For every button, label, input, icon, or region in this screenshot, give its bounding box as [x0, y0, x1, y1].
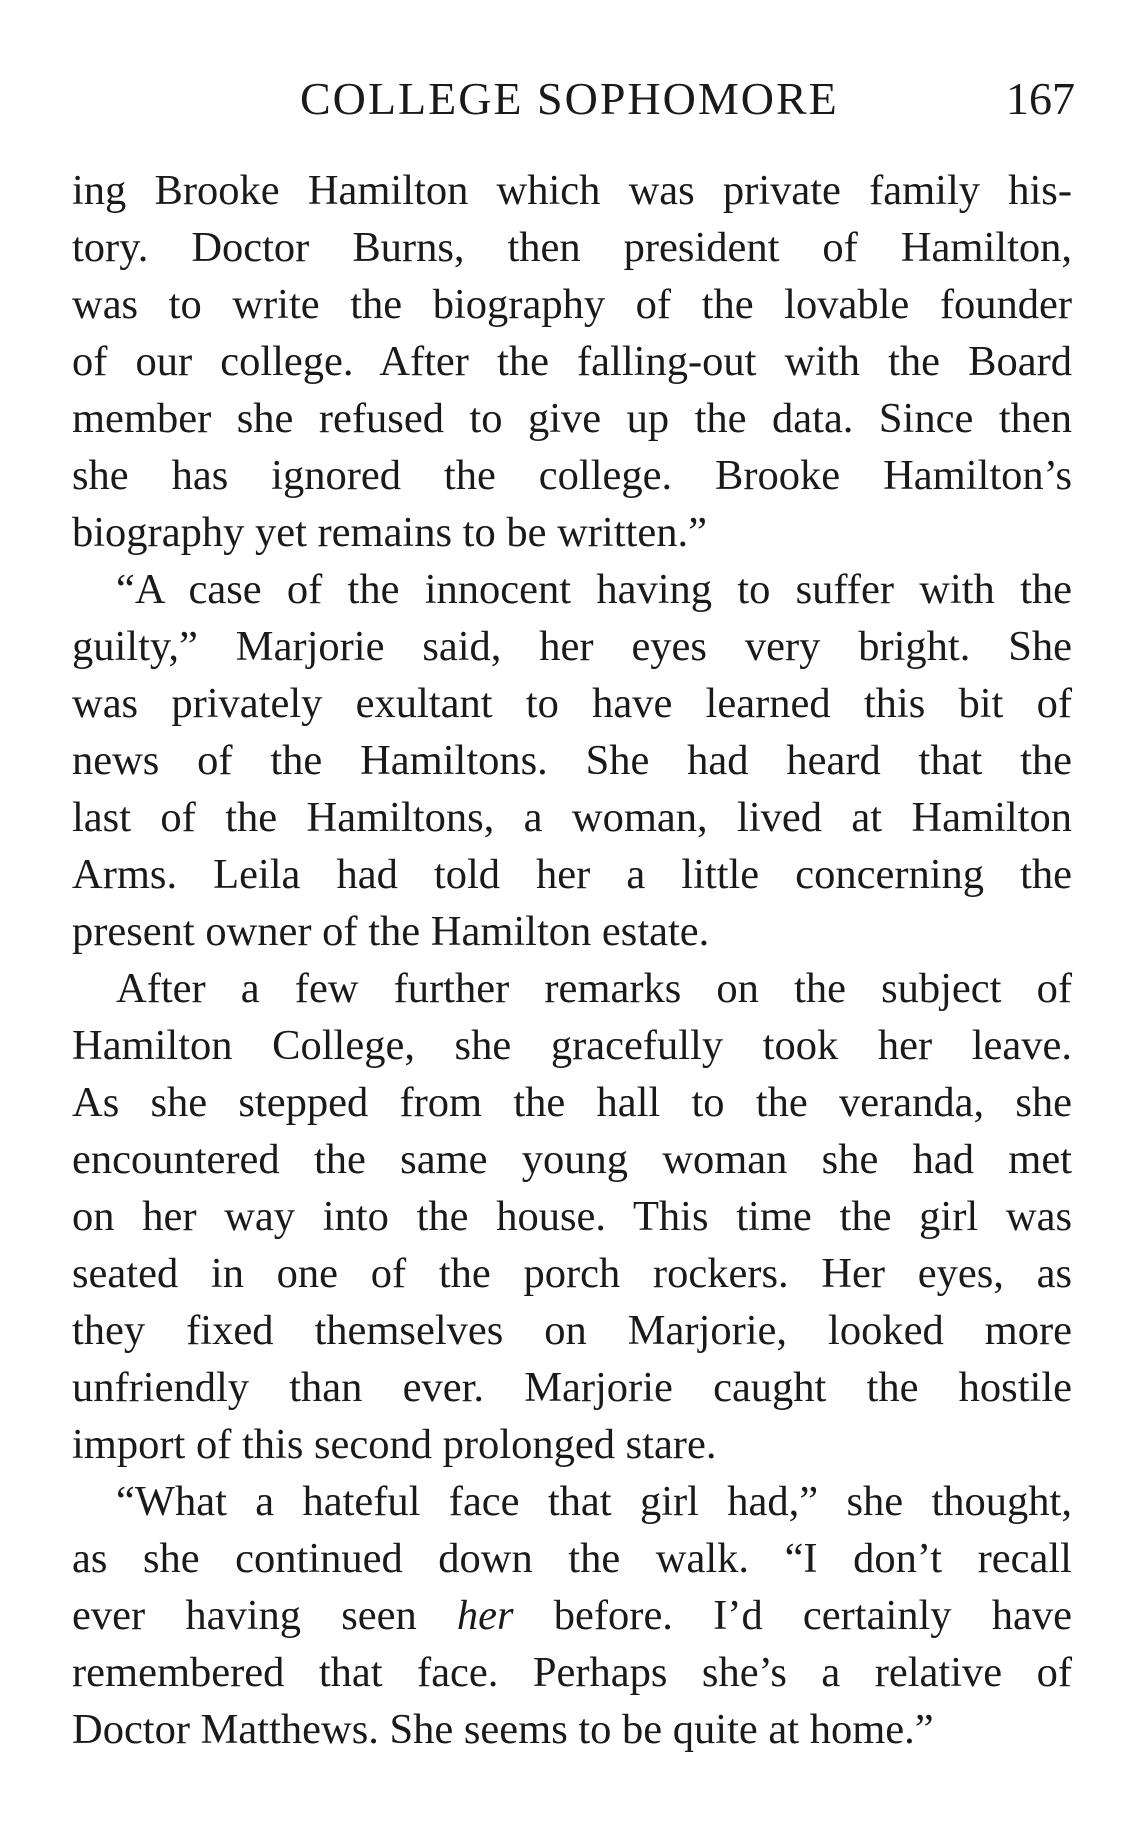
text-line: on her way into the house. This time the girl was — [72, 1193, 1072, 1240]
text-line: they fixed themselves on Marjorie, looked more — [72, 1307, 1072, 1354]
text-line: last of the Hamiltons, a woman, lived at Hamilton — [72, 794, 1072, 841]
text-fragment: ever having seen — [72, 1592, 457, 1639]
text-line: seated in one of the porch rockers. Her eyes, as — [72, 1250, 1072, 1297]
text-line: remembered that face. Perhaps she’s a relative of — [72, 1649, 1072, 1696]
text-line: biography yet remains to be written.” — [72, 509, 707, 556]
text-line: encountered the same young woman she had met — [72, 1136, 1072, 1183]
text-line: As she stepped from the hall to the veranda, she — [72, 1079, 1072, 1126]
text-line: she has ignored the college. Brooke Hamilton’s — [72, 452, 1072, 499]
page-number: 167 — [1006, 73, 1075, 124]
text-line: Doctor Matthews. She seems to be quite at home.” — [72, 1706, 934, 1753]
text-line: import of this second prolonged stare. — [72, 1421, 717, 1468]
text-line: member she refused to give up the data. Since then — [72, 395, 1072, 442]
text-line: of our college. After the falling-out with the Board — [72, 338, 1072, 385]
paragraph-2 — [72, 561, 1072, 960]
text-line: ing Brooke Hamilton which was private family his- — [72, 167, 1072, 214]
paragraph-3 — [72, 960, 1072, 1473]
text-line-with-italic — [72, 1587, 1072, 1644]
text-line: as she continued down the walk. “I don’t recall — [72, 1535, 1072, 1582]
body-text — [72, 162, 1072, 1758]
text-line: tory. Doctor Burns, then president of Hamilton, — [72, 224, 1072, 271]
text-line: Arms. Leila had told her a little concerning the — [72, 851, 1072, 898]
running-title: COLLEGE SOPHOMORE — [300, 73, 839, 124]
text-line: present owner of the Hamilton estate. — [72, 908, 710, 955]
text-line: guilty,” Marjorie said, her eyes very bright. She — [72, 623, 1072, 670]
text-line: Hamilton College, she gracefully took her leave. — [72, 1022, 1072, 1069]
text-line: was privately exultant to have learned this bit of — [72, 680, 1072, 727]
text-line: news of the Hamiltons. She had heard that the — [72, 737, 1072, 784]
text-line: was to write the biography of the lovable founder — [72, 281, 1072, 328]
paragraph-4 — [72, 1473, 1072, 1758]
paragraph-1 — [72, 162, 1072, 561]
running-head — [0, 72, 1141, 132]
text-line: unfriendly than ever. Marjorie caught the hostile — [72, 1364, 1072, 1411]
italic-word: her — [456, 1592, 514, 1639]
text-fragment: before. I’d certainly have — [513, 1592, 1072, 1639]
text-line: “A case of the innocent having to suffer with the — [116, 566, 1072, 613]
text-line: After a few further remarks on the subject of — [116, 965, 1072, 1012]
text-line: “What a hateful face that girl had,” she thought, — [116, 1478, 1072, 1525]
